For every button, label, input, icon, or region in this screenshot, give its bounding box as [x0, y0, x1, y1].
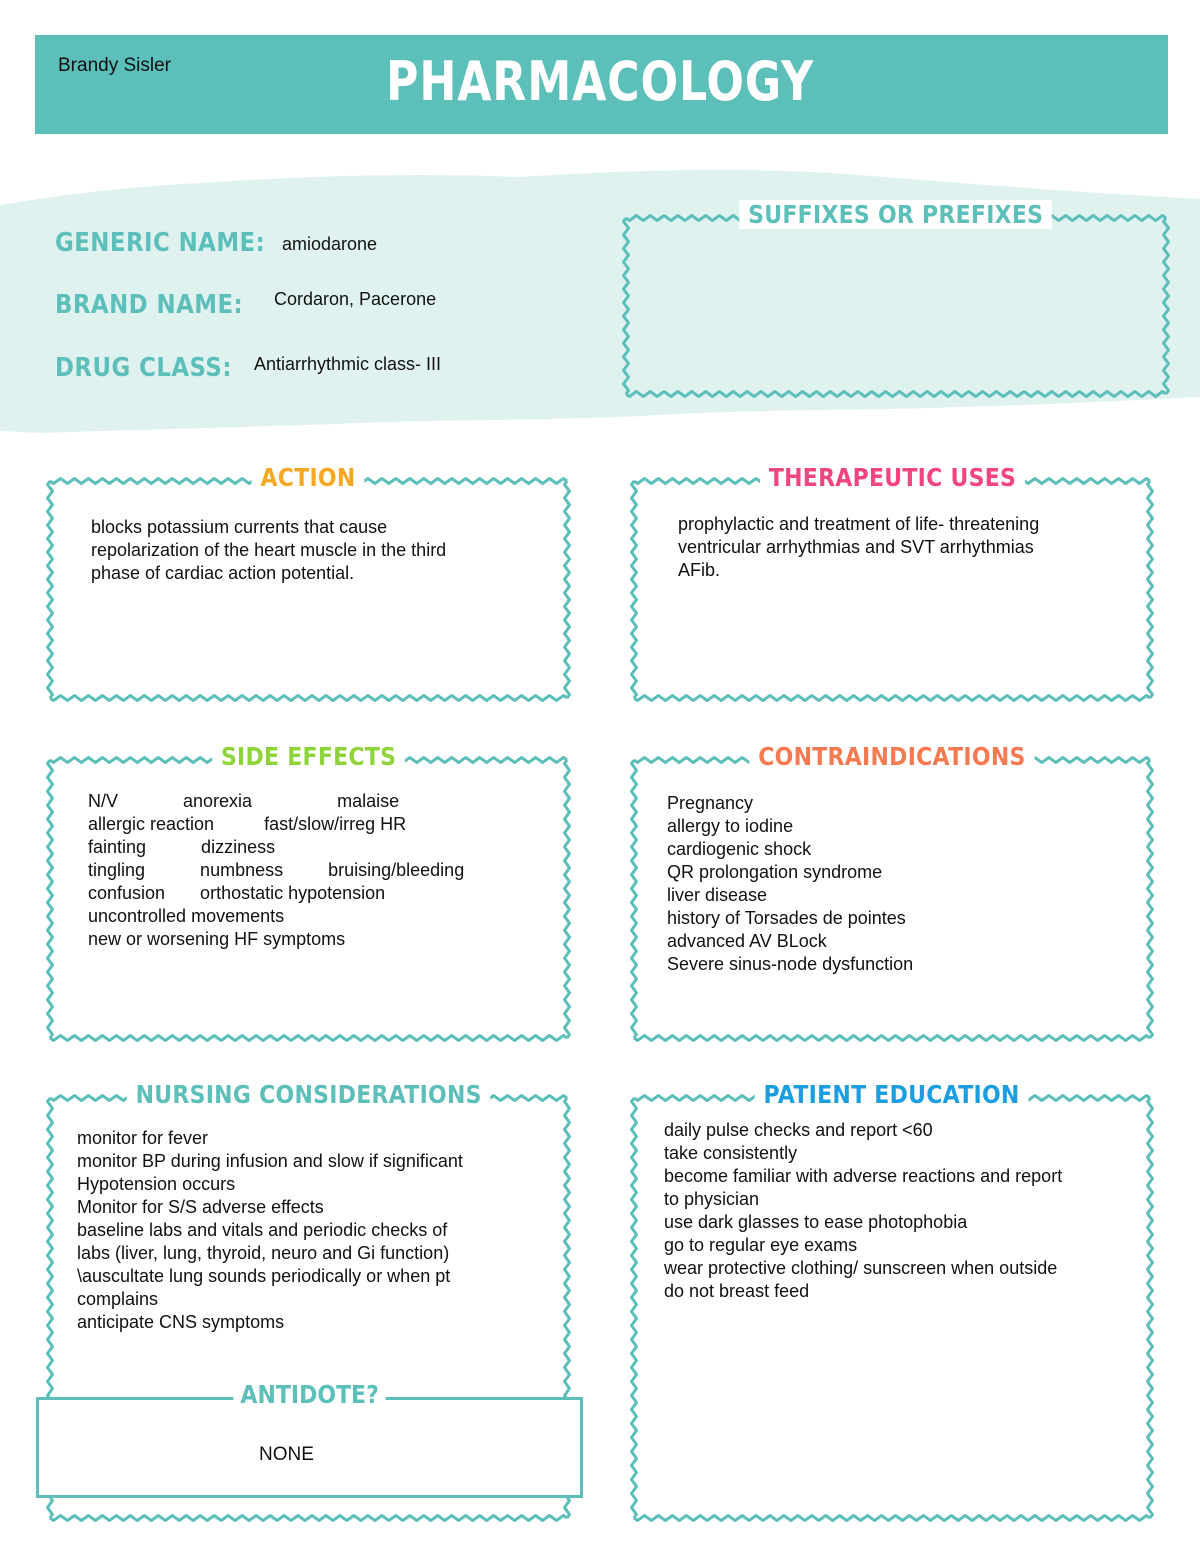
generic-name-label: GENERIC NAME: [55, 228, 266, 258]
contraindications-title: CONTRAINDICATIONS [634, 742, 1150, 771]
page-title: PHARMACOLOGY [386, 50, 814, 113]
antidote-box [36, 1380, 583, 1498]
brand-name-value: Cordaron, Pacerone [274, 289, 437, 309]
side-effects-card [50, 742, 567, 1038]
wavy-border [632, 479, 1153, 701]
suffixes-card-frame [626, 218, 1166, 394]
action-card [50, 463, 567, 698]
wavy-border [624, 216, 1169, 397]
antidote-title: ANTIDOTE? [39, 1380, 580, 1409]
drug-class-label: DRUG CLASS: [55, 353, 232, 383]
drug-class-value: Antiarrhythmic class- III [254, 354, 442, 374]
action-body: blocks potassium currents that cause repolarization of the heart muscle in the third phase of cardiac action potential. [91, 517, 447, 583]
suffixes-title: SUFFIXES OR PREFIXES [626, 200, 1166, 229]
therapeutic-uses-card [634, 463, 1150, 698]
action-card-frame [50, 481, 567, 698]
brand-name-label: BRAND NAME: [55, 290, 244, 320]
generic-name-value: amiodarone [282, 234, 378, 254]
therapeutic-uses-body: prophylactic and treatment of life- threatening ventricular arrhythmias and SVT arrhythmias AFib. [678, 514, 1040, 580]
suffixes-card [626, 200, 1166, 394]
side-effects-body: N/V anorexia malaise allergic reaction fast/slow/irreg HR fainting dizziness tingling numbness bruising/bleeding confusion orthostatic hypotension uncontrolled movements new or worsening HF symptoms [88, 791, 465, 949]
action-title: ACTION [50, 463, 567, 492]
author-name: Brandy Sisler [58, 55, 171, 76]
contraindications-body: Pregnancy allergy to iodine cardiogenic shock QR prolongation syndrome liver disease history of Torsades de pointes advanced AV BLock Severe sinus-node dysfunction [667, 793, 914, 974]
nursing-considerations-body: monitor for fever monitor BP during infusion and slow if significant Hypotension occurs Monitor for S/S adverse effects baseline labs and vitals and periodic checks of labs (liver, lung, thyroid, neuro and Gi function) \auscultate lung sounds periodically or when pt complains anticipate CNS symptoms [77, 1128, 463, 1332]
patient-education-card [634, 1080, 1150, 1518]
side-effects-title: SIDE EFFECTS [50, 742, 567, 771]
patient-education-body: daily pulse checks and report <60 take consistently become familiar with adverse reactions and report to physician use dark glasses to ease photophobia go to regular eye exams wear protective clothing/ sunscreen when outside do not breast feed [664, 1120, 1063, 1301]
patient-education-title: PATIENT EDUCATION [634, 1080, 1150, 1109]
wavy-border [48, 479, 570, 701]
therapeutic-uses-title: THERAPEUTIC USES [634, 463, 1150, 492]
antidote-value: NONE [259, 1444, 314, 1465]
nursing-considerations-title: NURSING CONSIDERATIONS [50, 1080, 567, 1109]
contraindications-card [634, 742, 1150, 1038]
